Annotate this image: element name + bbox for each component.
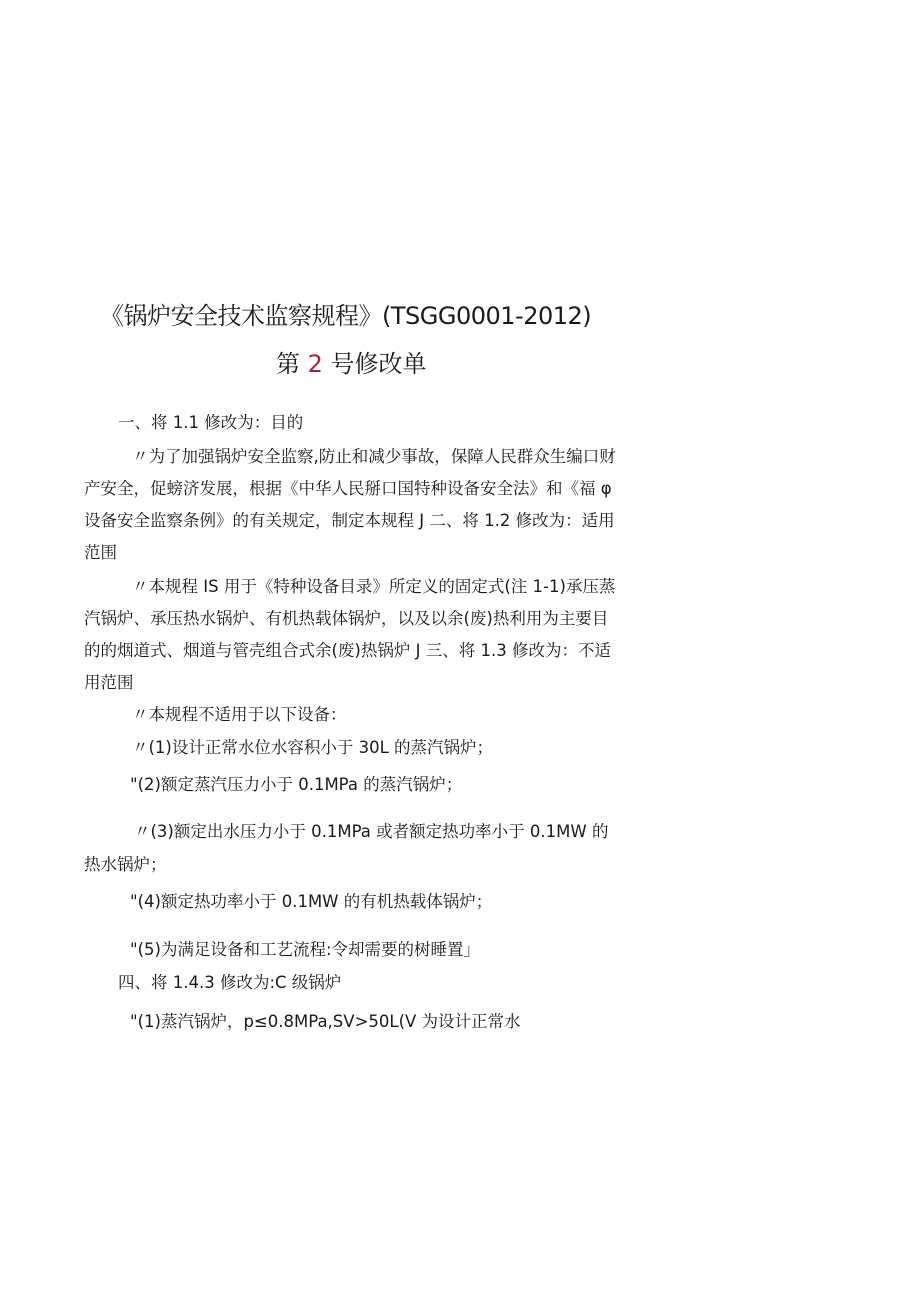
list-item: 〃(3)额定出水压力小于 0.1MPa 或者额定热功率小于 0.1MW 的 [134,822,609,841]
list-item: 热水锅炉； [84,855,167,874]
paragraph-line: 〃本规程 IS 用于《特种设备目录》所定义的固定式(注 1-1)承压蒸 [132,577,616,596]
paragraph-line: 产安全，促螃济发展，根据《中华人民掰口国特种设备安全法》和《福 φ [84,479,612,498]
paragraph-line: 用范围 [84,673,134,692]
document-title: 《锅炉安全技术监察规程》(TSGG0001-2012) [100,302,592,330]
list-item: "(5)为满足设备和工艺流程:令却需要的树睡置」 [130,940,481,959]
paragraph-line: 〃本规程不适用于以下设备： [132,705,347,724]
subtitle-suffix: 号修改单 [330,350,427,378]
paragraph-line: 汽锅炉、承压热水锅炉、有机热载体锅炉，以及以余(废)热利用为主要目 [84,609,609,628]
list-item: 〃(1)设计正常水位水容积小于 30L 的蒸汽锅炉； [132,738,494,757]
amendment-number: 2 [307,350,323,378]
paragraph-line: 设备安全监察条例》的有关规定，制定本规程 J 二、将 1.2 修改为：适用 [84,511,615,530]
section-heading: 四、将 1.4.3 修改为:C 级锅炉 [118,973,342,992]
section-heading: 一、将 1.1 修改为：目的 [118,413,304,432]
list-item: "(1)蒸汽锅炉，p≤0.8MPa,SV>50L(V 为设计正常水 [130,1012,521,1031]
subtitle-prefix: 第 [276,350,300,378]
paragraph-line: 〃为了加强锅炉安全监察,防止和减少事故，保障人民群众生编口财 [132,447,616,466]
paragraph-line: 范围 [84,543,117,562]
paragraph-line: 的的烟道式、烟道与管壳组合式余(废)热锅炉 J 三、将 1.3 修改为：不适 [84,641,611,660]
list-item: "(2)额定蒸汽压力小于 0.1MPa 的蒸汽锅炉； [130,775,463,794]
list-item: "(4)额定热功率小于 0.1MW 的有机热载体锅炉； [130,892,493,911]
document-subtitle [276,344,427,379]
